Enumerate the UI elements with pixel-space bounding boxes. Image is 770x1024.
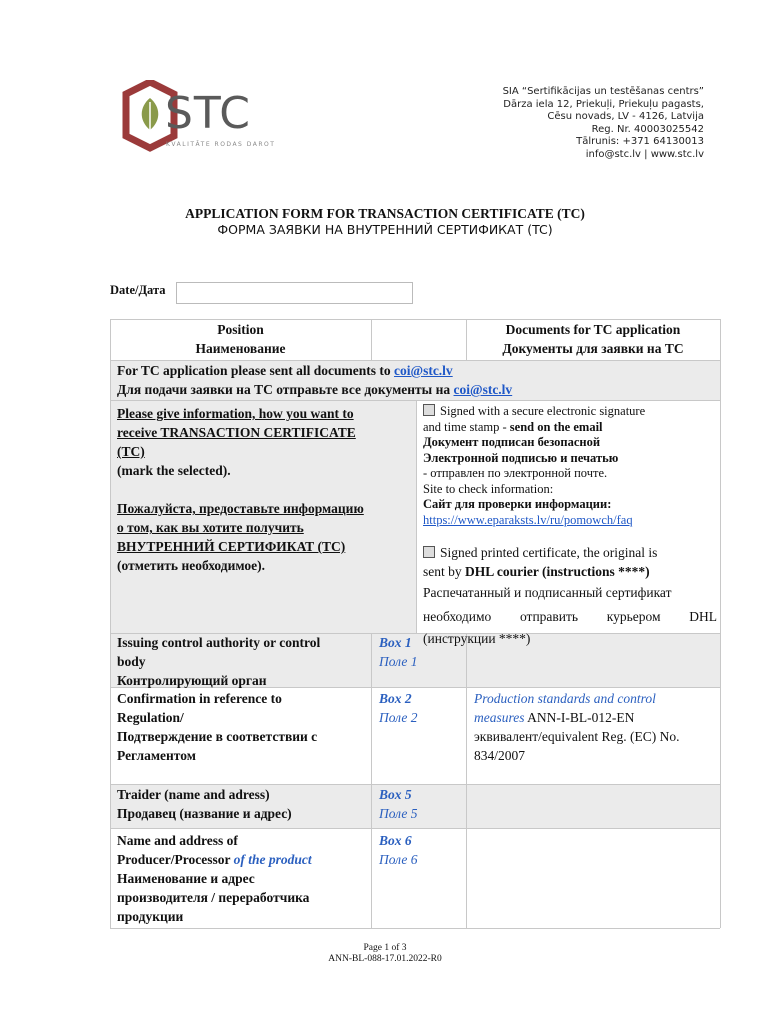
row-box2-ref: Box 2 Поле 2: [379, 691, 418, 725]
row-trader-label: Traider (name and adress) Продавец (название и адрес): [117, 787, 292, 821]
row-producer-label: Name and address of Producer/Processor of the product Наименование и адрес производителя / переработчика продукции: [117, 833, 312, 924]
page-number: Page 1 of 3: [363, 943, 407, 953]
form-title-ru: ФОРМА ЗАЯВКИ НА ВНУТРЕННИЙ СЕРТИФИКАТ (TC): [217, 222, 553, 237]
row-box5-value[interactable]: [474, 785, 718, 827]
row-box5-ref: Box 5 Поле 5: [379, 787, 418, 821]
email-link[interactable]: coi@stc.lv: [394, 363, 453, 378]
header-position: Position Наименование: [195, 322, 286, 356]
option-courier: Signed printed certificate, the original is sent by DHL courier (instructions ****) Распечатанный и подписанный сертификат необходимо отправить курьером DHL (инструкции ****): [423, 545, 717, 646]
notice-text: For TC application please sent all documents to coi@stc.lv Для подачи заявки на TC отправьте все документы на coi@stc.lv: [117, 363, 513, 397]
date-input[interactable]: [176, 282, 413, 304]
header-documents: Documents for TC application Документы для заявки на TC: [502, 322, 684, 356]
row-box1-value[interactable]: [474, 633, 718, 687]
date-label: Date/Дата: [110, 283, 166, 297]
logo-text: STC: [165, 88, 251, 139]
row-box6-value[interactable]: [474, 831, 718, 927]
company-line: SIA “Sertifikācijas un testēšanas centrs”: [502, 86, 704, 97]
company-line: Cēsu novads, LV - 4126, Latvija: [547, 111, 704, 123]
form-title-en: APPLICATION FORM FOR TRANSACTION CERTIFICATE (TC): [185, 206, 585, 221]
eparaksts-link[interactable]: https://www.eparaksts.lv/ru/pomowch/faq: [423, 512, 633, 527]
row-regulation-label: Confirmation in reference to Regulation/ Подтверждение в соответствии с Регламентом: [117, 691, 318, 763]
row-box1-ref: Box 1 Поле 1: [379, 635, 418, 669]
courier-checkbox[interactable]: [423, 546, 435, 558]
logo-tagline: KVALITĀTE RODAS DAROT: [166, 141, 276, 148]
row-box6-ref: Box 6 Поле 6: [379, 833, 418, 867]
email-link[interactable]: coi@stc.lv: [453, 382, 513, 397]
company-line: Tālrunis: +371 64130013: [576, 136, 704, 148]
company-line: Reg. Nr. 40003025542: [591, 123, 704, 135]
row-box2-value: Production standards and control measures ANN-I-BL-012-EN эквивалент/equivalent Reg. (EC) No. 834/2007: [474, 691, 680, 763]
company-line: info@stc.lv | www.stc.lv: [585, 148, 704, 160]
company-line: Dārza iela 12, Priekuļi, Priekuļu pagasts,: [503, 98, 704, 110]
row-issuing-authority-label: Issuing control authority or control body Контролирующий орган: [117, 635, 321, 688]
electronic-checkbox[interactable]: [423, 404, 435, 416]
document-id: ANN-BL-088-17.01.2022-R0: [328, 954, 442, 964]
company-info: [503, 86, 704, 162]
option-electronic: Signed with a secure electronic signature and time stamp - send on the email Документ подписан безопасной Электронной подписью и печатью - отправлен по электронной почте. Site to check information: Сайт для проверки информации: https://www.eparaksts.lv/ru/pomowch/faq: [423, 404, 646, 527]
method-instructions: Please give information, how you want to receive TRANSACTION CERTIFICATE (TC) (mark the selected). Пожалуйста, предоставьте информацию о том, как вы хотите получить ВНУТРЕННИЙ СЕРТИФИКАТ (TC) (отметить необходимое).: [117, 406, 364, 573]
